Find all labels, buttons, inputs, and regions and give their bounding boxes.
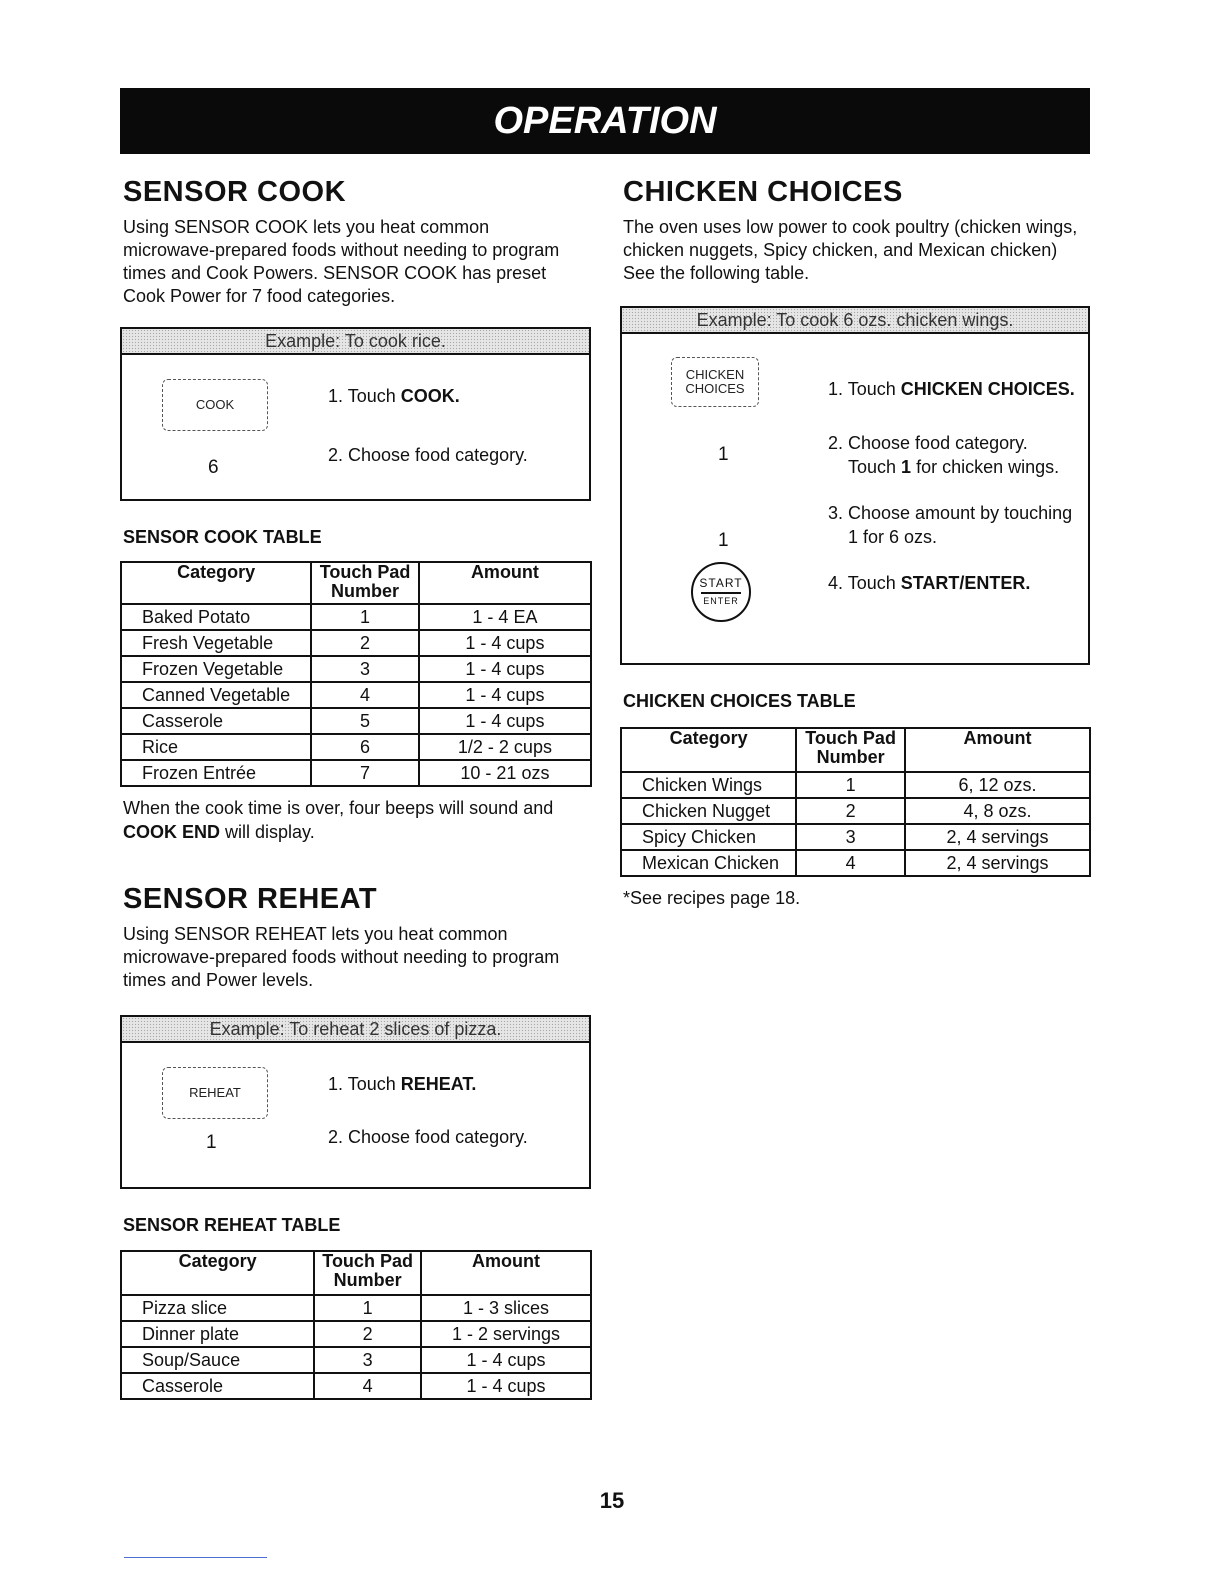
intro-line: The oven uses low power to cook poultry (chicken wings,	[623, 217, 1078, 237]
sensor-cook-table	[120, 561, 592, 787]
note-line: When the cook time is over, four beeps will sound and	[123, 798, 554, 818]
start-enter-button-icon	[691, 562, 751, 622]
cook-end-label: COOK END	[123, 822, 221, 842]
intro-line: times and Power levels.	[123, 970, 314, 990]
step-1	[328, 1072, 476, 1096]
step-bold: START/ENTER.	[900, 573, 1031, 593]
sensor-reheat-example-box	[120, 1015, 591, 1189]
digit-pad-1: 1	[718, 444, 729, 465]
intro-line: Using SENSOR REHEAT lets you heat common	[123, 924, 508, 944]
sensor-reheat-table	[120, 1250, 592, 1400]
example-header: Example: To reheat 2 slices of pizza.	[122, 1017, 589, 1043]
touch-pad-cell: 7	[311, 760, 419, 786]
step-text: 1. Touch	[328, 1074, 401, 1094]
table-row	[121, 734, 591, 760]
category-cell: Soup/Sauce	[121, 1347, 314, 1373]
column-header: Category	[121, 562, 311, 604]
column-header: Category	[621, 728, 796, 772]
recipes-footnote: *See recipes page 18.	[623, 888, 801, 908]
operation-banner: OPERATION	[120, 88, 1090, 154]
sensor-cook-intro	[123, 216, 559, 308]
column-header: Amount	[421, 1251, 591, 1295]
touch-pad-cell: 4	[796, 850, 905, 876]
intro-line: times and Cook Powers. SENSOR COOK has preset	[123, 263, 547, 283]
touch-pad-cell: 3	[796, 824, 905, 850]
amount-cell: 1 - 4 cups	[419, 708, 591, 734]
table-row	[121, 708, 591, 734]
column-header: Touch Pad Number	[311, 562, 419, 604]
category-cell: Casserole	[121, 708, 311, 734]
table-row	[621, 772, 1090, 798]
category-cell: Dinner plate	[121, 1321, 314, 1347]
step-3	[828, 501, 1072, 549]
step-4	[828, 571, 1030, 595]
touch-pad-cell: 1	[311, 604, 419, 630]
touch-pad-cell: 5	[311, 708, 419, 734]
step-2	[828, 431, 1059, 479]
step-1	[828, 377, 1075, 401]
amount-cell: 1 - 3 slices	[421, 1295, 591, 1321]
column-header: Amount	[905, 728, 1090, 772]
amount-cell: 1 - 4 cups	[421, 1347, 591, 1373]
chicken-example-box	[620, 306, 1090, 665]
category-cell: Casserole	[121, 1373, 314, 1399]
touch-pad-cell: 2	[314, 1321, 421, 1347]
chicken-table-title: CHICKEN CHOICES TABLE	[623, 691, 856, 711]
note-text: will display.	[220, 822, 315, 842]
touch-pad-cell: 4	[311, 682, 419, 708]
category-cell: Chicken Wings	[621, 772, 796, 798]
step-bold: REHEAT.	[400, 1074, 477, 1094]
column-header: Category	[121, 1251, 314, 1295]
step-2: 2. Choose food category.	[328, 1127, 528, 1147]
reheat-pad-icon: REHEAT	[162, 1067, 268, 1119]
amount-cell: 1 - 4 cups	[421, 1373, 591, 1399]
category-cell: Rice	[121, 734, 311, 760]
cook-pad-icon: COOK	[162, 379, 268, 431]
category-cell: Canned Vegetable	[121, 682, 311, 708]
pad-label-line: CHOICES	[685, 381, 745, 396]
table-row	[121, 760, 591, 786]
bottom-rule	[124, 1557, 267, 1558]
category-cell: Fresh Vegetable	[121, 630, 311, 656]
amount-cell: 1 - 4 cups	[419, 682, 591, 708]
step-2: 2. Choose food category.	[328, 445, 528, 465]
step-text: 4. Touch	[828, 573, 901, 593]
table-row	[121, 1347, 591, 1373]
divider	[701, 592, 741, 594]
step-text: 1. Touch	[828, 379, 901, 399]
amount-cell: 6, 12 ozs.	[905, 772, 1090, 798]
table-row	[121, 604, 591, 630]
amount-cell: 10 - 21 ozs	[419, 760, 591, 786]
touch-pad-cell: 2	[311, 630, 419, 656]
step-text: for chicken wings.	[911, 457, 1060, 477]
category-cell: Mexican Chicken	[621, 850, 796, 876]
page-number: 15	[599, 1488, 625, 1513]
touch-pad-cell: 3	[311, 656, 419, 682]
cook-end-note	[123, 796, 553, 844]
sensor-cook-title: SENSOR COOK	[123, 176, 347, 208]
step-line: 2. Choose food category.	[828, 433, 1028, 453]
touch-pad-cell: 2	[796, 798, 905, 824]
amount-cell: 2, 4 servings	[905, 824, 1090, 850]
step-text: Touch	[848, 457, 902, 477]
table-row	[621, 850, 1090, 876]
digit-pad-6: 6	[208, 457, 219, 478]
chicken-choices-intro	[623, 216, 1077, 285]
category-cell: Chicken Nugget	[621, 798, 796, 824]
intro-line: Cook Power for 7 food categories.	[123, 286, 396, 306]
table-row	[121, 1373, 591, 1399]
category-cell: Frozen Vegetable	[121, 656, 311, 682]
pad-label-line: CHICKEN	[685, 367, 745, 382]
step-1	[328, 384, 460, 408]
amount-cell: 1 - 4 cups	[419, 656, 591, 682]
sensor-reheat-table-title: SENSOR REHEAT TABLE	[123, 1215, 341, 1235]
example-header: Example: To cook 6 ozs. chicken wings.	[622, 308, 1088, 334]
step-bold: COOK.	[400, 386, 460, 406]
intro-line: Using SENSOR COOK lets you heat common	[123, 217, 490, 237]
intro-line: microwave-prepared foods without needing to program	[123, 240, 560, 260]
table-row	[621, 798, 1090, 824]
step-bold: CHICKEN CHOICES.	[900, 379, 1075, 399]
amount-cell: 1/2 - 2 cups	[419, 734, 591, 760]
digit-pad-1: 1	[206, 1132, 217, 1153]
column-header: Touch Pad Number	[796, 728, 905, 772]
sensor-reheat-intro	[123, 923, 559, 992]
sensor-cook-table-title: SENSOR COOK TABLE	[123, 527, 322, 547]
step-line: 3. Choose amount by touching	[828, 503, 1073, 523]
table-row	[621, 824, 1090, 850]
category-cell: Pizza slice	[121, 1295, 314, 1321]
table-row	[121, 630, 591, 656]
table-row	[121, 682, 591, 708]
column-header: Amount	[419, 562, 591, 604]
touch-pad-cell: 1	[796, 772, 905, 798]
table-row	[121, 1321, 591, 1347]
category-cell: Baked Potato	[121, 604, 311, 630]
touch-pad-cell: 6	[311, 734, 419, 760]
intro-line: chicken nuggets, Spicy chicken, and Mexican chicken)	[623, 240, 1058, 260]
table-row	[121, 1295, 591, 1321]
start-label: START	[699, 576, 743, 590]
step-text: 1. Touch	[328, 386, 401, 406]
example-header: Example: To cook rice.	[122, 329, 589, 355]
intro-line: See the following table.	[623, 263, 810, 283]
intro-line: microwave-prepared foods without needing to program	[123, 947, 560, 967]
amount-cell: 1 - 2 servings	[421, 1321, 591, 1347]
amount-cell: 1 - 4 EA	[419, 604, 591, 630]
chicken-choices-title: CHICKEN CHOICES	[623, 176, 903, 208]
step-bold: 1	[901, 457, 912, 477]
amount-cell: 2, 4 servings	[905, 850, 1090, 876]
digit-pad-1: 1	[718, 530, 729, 551]
chicken-choices-table	[620, 727, 1091, 877]
touch-pad-cell: 3	[314, 1347, 421, 1373]
amount-cell: 4, 8 ozs.	[905, 798, 1090, 824]
category-cell: Spicy Chicken	[621, 824, 796, 850]
note-line	[123, 820, 553, 844]
sensor-reheat-title: SENSOR REHEAT	[123, 883, 378, 915]
touch-pad-cell: 1	[314, 1295, 421, 1321]
table-row	[121, 656, 591, 682]
column-header: Touch Pad Number	[314, 1251, 421, 1295]
enter-label: ENTER	[703, 596, 739, 606]
sensor-cook-example-box	[120, 327, 591, 501]
step-line	[828, 455, 1059, 479]
step-line: 1 for 6 ozs.	[848, 527, 938, 547]
category-cell: Frozen Entrée	[121, 760, 311, 786]
chicken-choices-pad-icon	[671, 357, 759, 407]
amount-cell: 1 - 4 cups	[419, 630, 591, 656]
touch-pad-cell: 4	[314, 1373, 421, 1399]
